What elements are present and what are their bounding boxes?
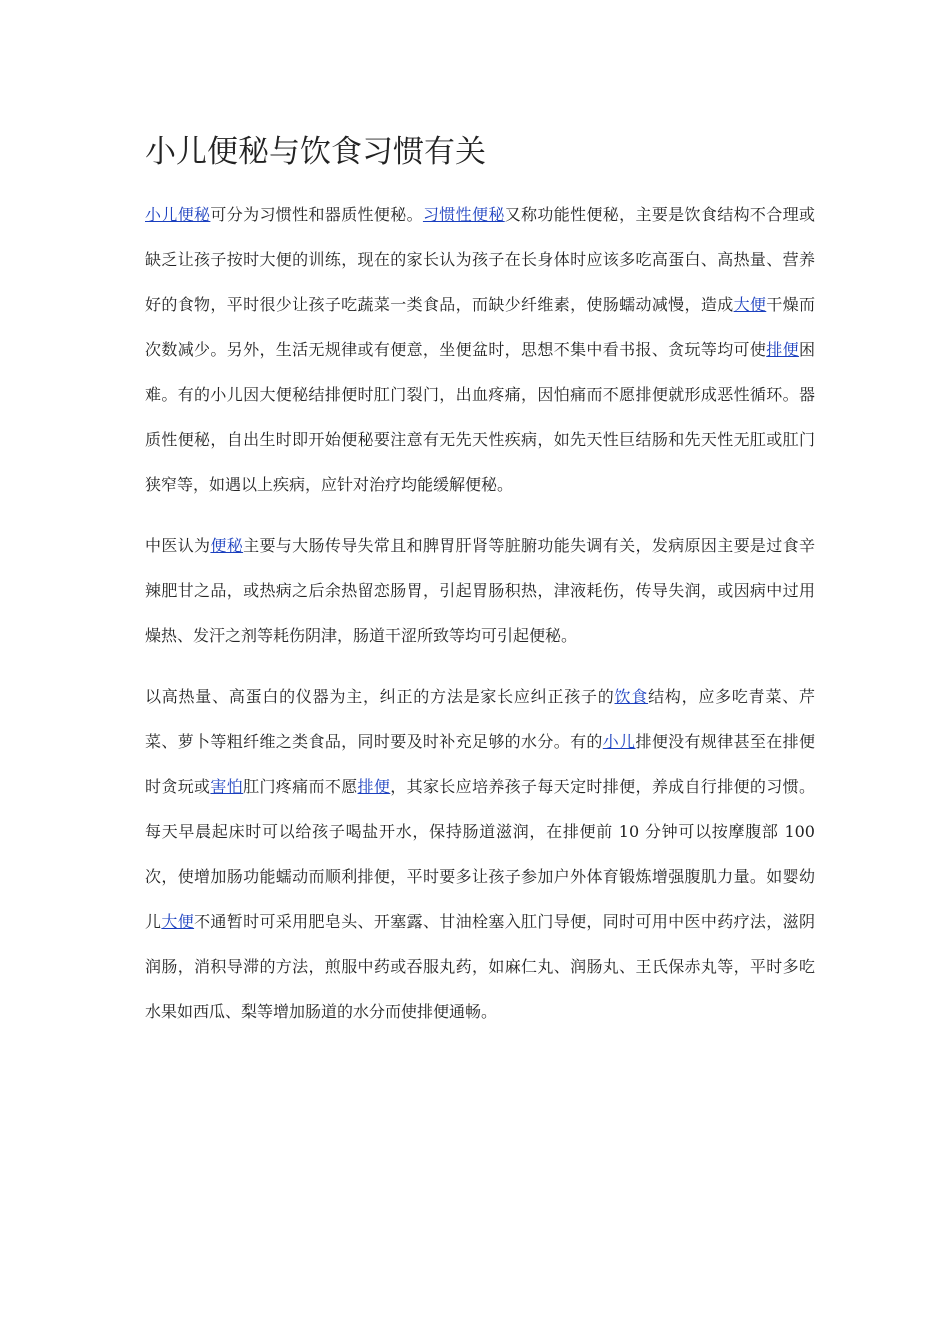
paragraph-text: 中医认为 [145, 536, 211, 555]
paragraph-text: 以高热量、高蛋白的仪器为主，纠正的方法是家长应纠正孩子的 [145, 687, 615, 706]
paragraph-text: 困难。有的小儿因大便秘结排便时肛门裂门，出血疼痛，因怕痛而不愿排便就形成恶性循环。器质性便秘，自出生时即开始便秘要注意有无先天性疾病，如先天性巨结肠和先天性无肛或肛门狭窄等，如遇以上疾病，应针对治疗均能缓解便秘。 [145, 340, 815, 494]
paragraph-text: 干燥而次数减少。另外，生活无规律或有便意，坐便盆时，思想不集中看书报、贪玩等均可使 [145, 295, 815, 359]
paragraph-text: 肛门疼痛而不愿 [243, 777, 358, 796]
paragraph-text: 可分为习惯性和器质性便秘。 [210, 205, 423, 224]
inline-link[interactable]: 害怕 [210, 777, 244, 796]
paragraph [145, 192, 815, 507]
paragraph-text: 主要与大肠传导失常且和脾胃肝肾等脏腑功能失调有关，发病原因主要是过食辛辣肥甘之品，或热病之后余热留恋肠胃，引起胃肠积热，津液耗伤，传导失润，或因病中过用燥热、发汗之剂等耗伤阴津，肠道干涩所致等均可引起便秘。 [145, 536, 815, 645]
inline-link[interactable]: 大便 [161, 912, 195, 931]
paragraph-text: ，其家长应培养孩子每天定时排便，养成自行排便的习惯。每天早晨起床时可以给孩子喝盐开水，保持肠道滋润，在排便前 10 分钟可以按摩腹部 100 次，使增加肠功能蠕动而顺利排便，平时要多让孩子参加户外体育锻炼增强腹肌力量。如婴幼儿 [145, 777, 815, 931]
paragraph [145, 523, 815, 658]
inline-link[interactable]: 小儿便秘 [145, 205, 211, 224]
inline-link[interactable]: 习惯性便秘 [422, 205, 505, 224]
inline-link[interactable]: 大便 [733, 295, 767, 314]
paragraph-text: 又称功能性便秘，主要是饮食结构不合理或缺乏让孩子按时大便的训练，现在的家长认为孩子在长身体时应该多吃高蛋白、高热量、营养好的食物，平时很少让孩子吃蔬菜一类食品，而缺少纤维素，使肠蠕动减慢，造成 [145, 205, 815, 314]
paragraph-text: 结构，应多吃青菜、芹菜、萝卜等粗纤维之类食品，同时要及时补充足够的水分。有的 [145, 687, 815, 751]
article-body [145, 192, 815, 1034]
document-page [145, 128, 815, 1050]
paragraph-text: 不通暂时可采用肥皂头、开塞露、甘油栓塞入肛门导便，同时可用中医中药疗法，滋阴润肠，消积导滞的方法，煎服中药或吞服丸药，如麻仁丸、润肠丸、王氏保赤丸等，平时多吃水果如西瓜、梨等增加肠道的水分而使排便通畅。 [145, 912, 815, 1021]
paragraph-text: 排便没有规律甚至在排便时贪玩或 [145, 732, 815, 796]
inline-link[interactable]: 排便 [357, 777, 391, 796]
page-title: 小儿便秘与饮食习惯有关 [145, 134, 486, 170]
inline-link[interactable]: 小儿 [602, 732, 636, 751]
inline-link[interactable]: 饮食 [614, 687, 649, 706]
inline-link[interactable]: 排便 [766, 340, 799, 359]
inline-link[interactable]: 便秘 [210, 536, 244, 555]
paragraph [145, 674, 815, 1034]
